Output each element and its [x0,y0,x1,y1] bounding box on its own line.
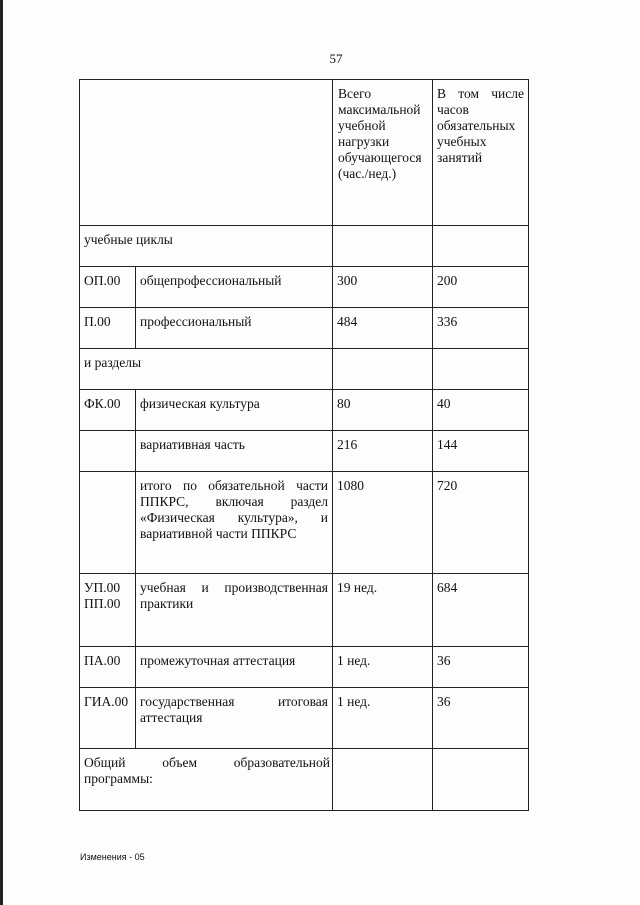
row-required: 144 [433,431,529,472]
row-required [433,749,529,811]
row-code: П.00 [80,308,136,349]
row-total: 1 нед. [333,688,433,749]
section-label: учебные циклы [80,226,333,267]
total-row [80,749,529,811]
table-row [80,647,529,688]
row-code [80,431,136,472]
row-required: 40 [433,390,529,431]
curriculum-table [79,79,529,811]
row-name: вариативная часть [136,431,333,472]
table-header-row [80,80,529,226]
table-row [80,308,529,349]
row-name: промежуточная аттестация [136,647,333,688]
section-row-parts [80,349,529,390]
row-total: 216 [333,431,433,472]
row-total: 19 нед. [333,574,433,647]
table-row [80,688,529,749]
row-name: итого по обязательной части ППКРС, включая раздел «Физическая культура», и вариативной части ППКРС [136,472,333,574]
row-required: 36 [433,647,529,688]
row-code: ГИА.00 [80,688,136,749]
table-row [80,472,529,574]
scan-edge [0,0,3,905]
row-required: 200 [433,267,529,308]
table-row [80,574,529,647]
row-total: 300 [333,267,433,308]
row-name: государственная итоговая аттестация [136,688,333,749]
row-name: общепрофессиональный [136,267,333,308]
section-row-cycles [80,226,529,267]
row-code [80,472,136,574]
row-code: ПА.00 [80,647,136,688]
row-name: физическая культура [136,390,333,431]
section-label: и разделы [80,349,333,390]
row-total: 484 [333,308,433,349]
row-code: УП.00 ПП.00 [80,574,136,647]
row-required: 336 [433,308,529,349]
row-required: 36 [433,688,529,749]
table-row [80,431,529,472]
row-total [333,749,433,811]
page-number: 57 [329,51,343,66]
footer-revision: Изменения - 05 [80,852,145,862]
row-name: профессиональный [136,308,333,349]
row-total: 80 [333,390,433,431]
header-empty-cell [80,80,333,226]
header-required-hours: В том числе часов обязательных учебных занятий [433,80,529,226]
row-code: ФК.00 [80,390,136,431]
total-label: Общий объем образовательной программы: [80,749,333,811]
row-total: 1 нед. [333,647,433,688]
table-row [80,390,529,431]
table-row [80,267,529,308]
row-required: 720 [433,472,529,574]
row-required: 684 [433,574,529,647]
row-total: 1080 [333,472,433,574]
row-name: учебная и производственная практики [136,574,333,647]
header-total-hours: Всего максимальной учебной нагрузки обучающегося (час./нед.) [333,80,433,226]
row-code: ОП.00 [80,267,136,308]
